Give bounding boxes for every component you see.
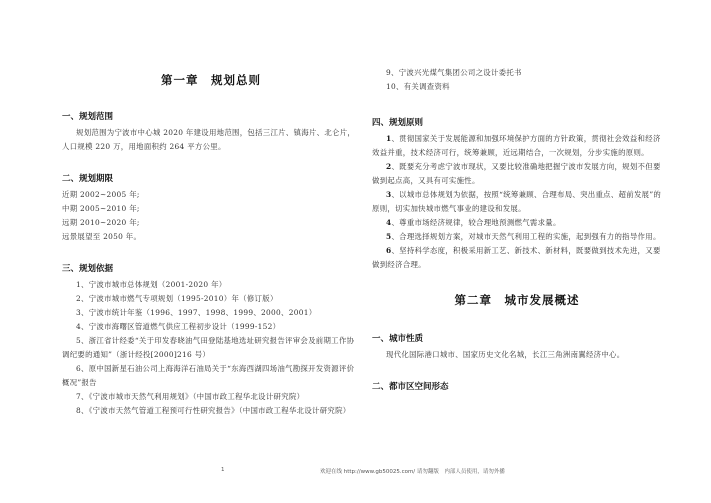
item-number: 2 <box>386 162 392 171</box>
basis-item: 8、《宁波市天然气管道工程预可行性研究报告》（中国市政工程华北设计研究院） <box>76 406 351 415</box>
left-column <box>62 64 360 436</box>
section-title: 三、规划依据 <box>62 264 114 274</box>
chapter-2-title: 第二章 城市发展概述 <box>454 293 580 307</box>
item-number: 3 <box>386 190 392 199</box>
section-spatial-form <box>372 380 662 392</box>
principle-item <box>372 188 662 216</box>
page-footer <box>0 467 711 479</box>
item-text: 、合理选择规划方案，对城市天然气利用工程的实施，起到强有力的指导作用。 <box>391 232 661 241</box>
principle-item <box>372 216 662 230</box>
basis-item: 1、宁波市城市总体规划（2001-2020 年） <box>76 280 227 289</box>
item-text: 、贯彻国家关于发展能源和加强环境保护方面的方针政策，贯彻社会效益和经济效益并重，技术经济可行，统筹兼顾，近远期结合，一次规划，分步实施的原则。 <box>372 134 661 157</box>
period-line: 远景展望至 2050 年。 <box>62 232 142 241</box>
period-line: 远期 2010~2020 年; <box>62 218 140 227</box>
item-number: 1 <box>386 134 392 143</box>
section-planning-principles <box>372 116 662 272</box>
period-line: 近期 2002~2005 年; <box>62 190 140 199</box>
section-title: 一、城市性质 <box>372 334 424 344</box>
section-text: 现代化国际港口城市、国家历史文化名城，长江三角洲南翼经济中心。 <box>386 350 625 359</box>
principle-item <box>372 230 662 244</box>
item-text: 、以城市总体规划为依据，按照“统筹兼顾、合理布局、突出重点、超前发展”的原则，切实加快城市燃气事业的建设和发展。 <box>372 190 662 213</box>
item-text: 、既要充分考虑宁波市现状，又要比较准确地把握宁波市发展方向，规划不但要做到起点高，又具有可实施性。 <box>372 162 661 185</box>
basis-item: 4、宁波市海曙区管道燃气供应工程初步设计（1999-152） <box>76 322 281 331</box>
chapter-1-title: 第一章 规划总则 <box>161 73 261 87</box>
basis-item: 6、原中国新星石油公司上海海洋石油局关于“东海西湖四场油气勘探开发资源评价概况”报告 <box>62 364 355 387</box>
item-number: 6 <box>386 246 392 255</box>
basis-list-continued <box>372 66 662 94</box>
footer-text: 欢迎在线 http://www.gb50025.com/ 请勿翻版 内部人员使用，请勿外播 <box>320 469 505 475</box>
section-title: 二、都市区空间形态 <box>372 382 449 392</box>
item-number: 5 <box>386 232 392 241</box>
section-city-nature <box>372 332 662 362</box>
principle-item <box>372 244 662 272</box>
item-number: 4 <box>386 218 392 227</box>
page-number: 1 <box>221 467 225 473</box>
item-text: 、尊重市场经济规律，较合理地预测燃气需求量。 <box>391 218 561 227</box>
section-title: 二、规划期限 <box>62 174 114 184</box>
section-text: 规划范围为宁波市中心城 2020 年建设用地范围，包括三江片、镇海片、北仑片，人口规模 220 万，用地面积约 264 平方公里。 <box>62 128 356 151</box>
basis-item: 7、《宁波市城市天然气利用规划》（中国市政工程华北设计研究院） <box>76 392 305 401</box>
item-text: 、坚持科学态度，积极采用新工艺、新技术、新材料，既要做到技术先进，又要做到经济合理。 <box>372 246 661 269</box>
right-column <box>372 66 662 410</box>
period-line: 中期 2005~2010 年; <box>62 204 140 213</box>
section-planning-basis <box>62 262 360 418</box>
section-title: 四、规划原则 <box>372 118 424 128</box>
basis-item: 10、有关调查资料 <box>386 82 450 91</box>
basis-item: 5、浙江省计经委“关于印发春晓油气田登陆基地选址研究报告评审会及前期工作协调纪要的通知”（浙计经投[2000]216 号） <box>62 336 355 359</box>
basis-item: 9、宁波兴光煤气集团公司之设计委托书 <box>386 68 522 77</box>
basis-item: 2、宁波市城市燃气专项规划（1995-2010）年（修订版） <box>76 294 278 303</box>
principle-item <box>372 132 662 160</box>
section-title: 一、规划范围 <box>62 112 114 122</box>
section-planning-period <box>62 172 360 244</box>
principle-item <box>372 160 662 188</box>
section-planning-scope <box>62 110 360 154</box>
basis-item: 3、宁波市统计年鉴（1996、1997、1998、1999、2000、2001） <box>76 308 317 317</box>
